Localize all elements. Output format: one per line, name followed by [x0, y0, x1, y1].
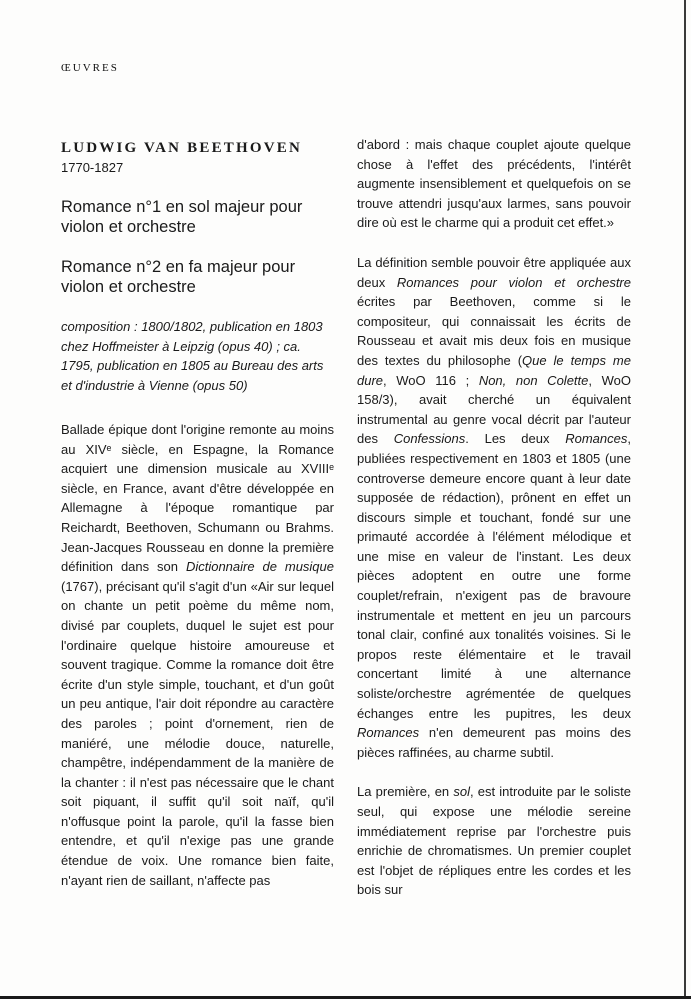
text-run: La définition semble pouvoir être appliquée aux deux [357, 254, 631, 290]
italic-title: Romances pour violon et orchestre [396, 274, 631, 290]
text-run: (1767), précisant qu'il s'agit d'un «Air sur lequel on chante un petit poème du même nom, divisé par couplets, duquel le sujet est pour l'ordinaire quelque histoire amoureuse et souvent tragique. Comme la romance doit être écrite d'un style simple, touchant, et d'un goût un peu antique, l'air doit répondre au caractère des paroles ; point d'ornement, rien de maniéré, une mélodie douce, naturelle, champêtre, indépendamment de la manière de la chanter : il n'est pas nécessaire que le chant soit piquant, il suffit qu'il soit naïf, qu'il n'offusque point la parole, qu'il la fasse bien entendre, et qu'il n'exige pas une grande étendue de voix. Une romance bien faite, n'ayant rien de saillant, n'affecte pas [61, 578, 334, 888]
italic-title: Que le temps me dure [357, 352, 631, 388]
body-paragraph: d'abord : mais chaque couplet ajoute quelque chose à l'effet des précédents, l'intérêt augmente insensiblement et quelquefois on se trouve attendri jusqu'aux larmes, sans pouvoir dire où est le charme qui a produit cet effet.» [357, 137, 631, 231]
section-header: ŒUVRES [61, 62, 119, 74]
text-run: . Les deux [465, 431, 566, 447]
body-paragraph [61, 420, 334, 890]
text-run: , publiées respectivement en 1803 et 1805 (une controverse demeure encore quant à leur date supposée de rédaction), prônent en effet un discours simple et touchant, fondé sur une primauté accordée à l'élément mélodique et une mise en valeur de l'instant. Les deux pièces adoptent en outre une forme couplet/refrain, n'exigent pas de bravoure instrumentale et mettent en jeu un parcours tonal clair, confiné aux tonalités voisines. Si le propos reste élémentaire et le travail concertant limité à une alternance soliste/orchestre agrémentée de quelques échanges entre les pupitres, les deux [357, 431, 631, 721]
italic-title: Non, non Colette [478, 372, 589, 388]
body-paragraph [357, 782, 631, 900]
text-run: La première, en [357, 784, 454, 800]
italic-title: Romances [357, 725, 420, 741]
italic-key: sol [453, 784, 470, 800]
italic-title: Confessions [393, 431, 466, 447]
left-column [61, 138, 334, 890]
scan-edge-right [684, 0, 686, 999]
composition-details: composition : 1800/1802, publication en 1803 chez Hoffmeister à Leipzig (opus 40) ; ca. 1795, publication en 1805 au Bureau des arts et d'industrie à Vienne (opus 50) [61, 319, 324, 393]
text-run: , WoO 116 ; [383, 372, 479, 388]
right-column [357, 135, 631, 900]
text-run: , est introduite par le soliste seul, qui expose une mélodie sereine immédiatement reprise par l'orchestre puis enrichie de chromatismes. Un premier couplet est l'objet de répliques entre les cordes et les bois sur [357, 784, 631, 898]
text-run: écrites par Beethoven, comme si le compositeur, qui connaissait les écrits de Rousseau et avait mis deux fois en musique des textes du philosophe ( [357, 294, 631, 368]
composer-name: LUDWIG VAN BEETHOVEN [61, 140, 302, 156]
composer-dates: 1770-1827 [61, 160, 124, 175]
text-run: n'en demeurent pas moins des pièces raffinées, au charme subtil. [357, 725, 631, 760]
body-paragraph [357, 253, 631, 762]
work-title-1: Romance n°1 en sol majeur pour violon et orchestre [61, 198, 303, 236]
italic-title: Romances [565, 431, 628, 447]
text-run: , WoO 158/3), avait cherché un équivalent instrumental au genre vocal décrit par l'auteur des [357, 372, 631, 447]
italic-title: Dictionnaire de musique [185, 559, 335, 575]
text-run: Ballade épique dont l'origine remonte au moins au XIVᵉ siècle, en Espagne, la Romance acquiert une dimension musicale au XVIIIᵉ siècle, en France, avant d'être développée en Allemagne à l'époque romantique par Reichardt, Beethoven, Schumann ou Brahms. Jean-Jacques Rousseau en donne la première définition dans son [61, 422, 334, 575]
work-title-2: Romance n°2 en fa majeur pour violon et orchestre [61, 258, 296, 296]
